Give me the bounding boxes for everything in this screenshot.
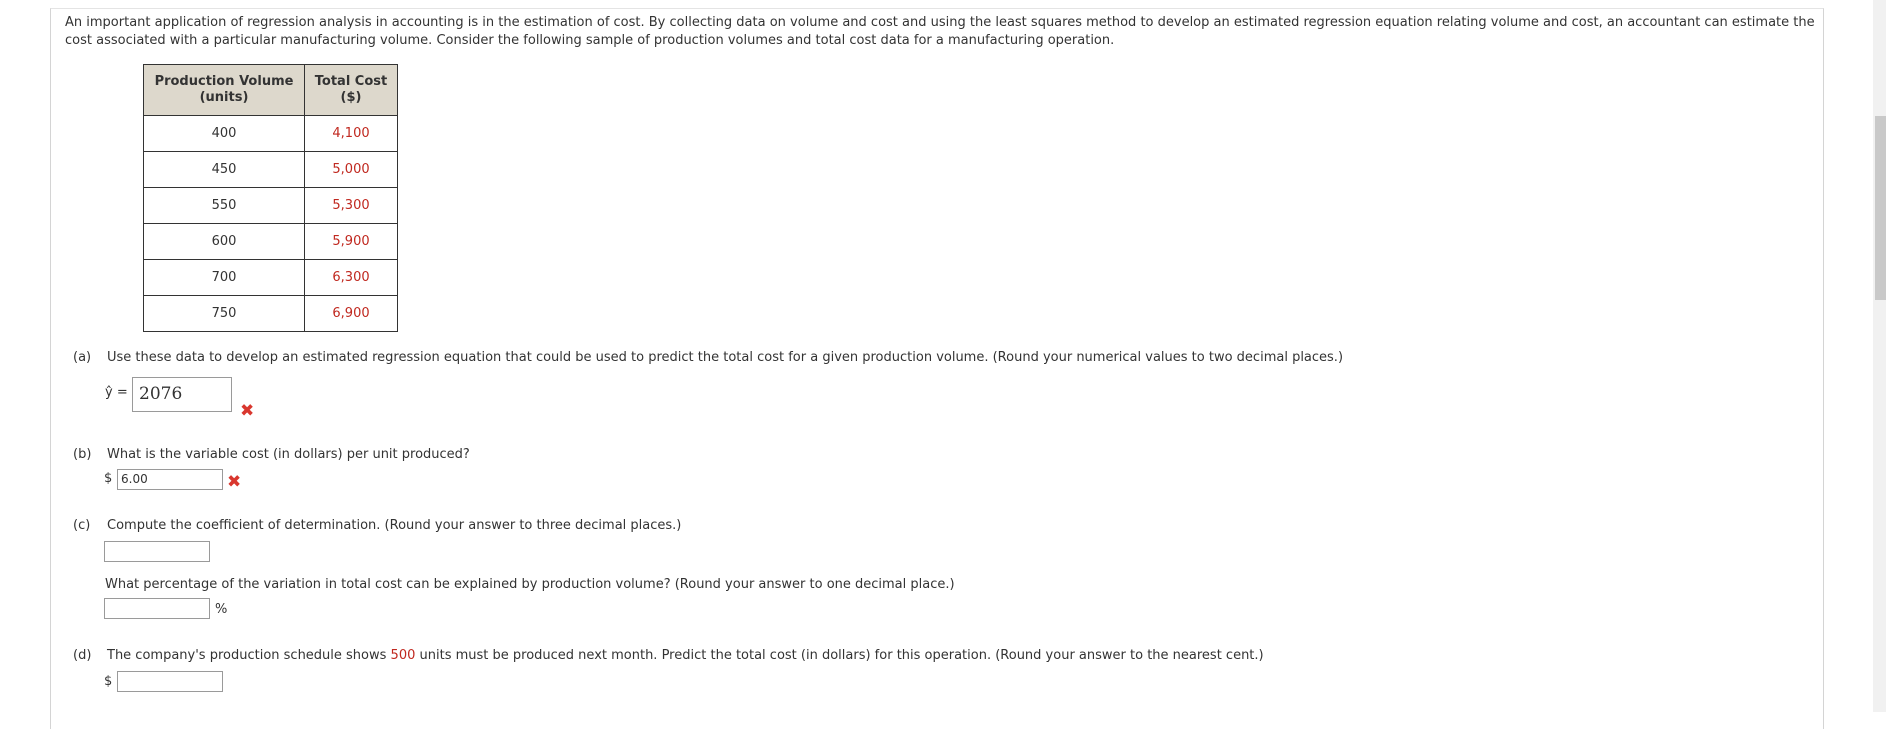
scrollbar-thumb[interactable] — [1875, 116, 1886, 300]
volume-cell: 700 — [144, 260, 305, 296]
y-hat-label: ŷ = — [105, 385, 128, 400]
cost-cell: 6,300 — [305, 260, 398, 296]
table-row — [144, 116, 398, 152]
coefficient-determination-input[interactable] — [104, 541, 210, 562]
volume-cell: 550 — [144, 188, 305, 224]
x-mark-icon: ✖ — [227, 472, 242, 492]
cost-cell: 5,900 — [305, 224, 398, 260]
percent-sign: % — [215, 602, 228, 617]
question-b-letter: (b) — [73, 447, 92, 462]
cost-cell: 5,300 — [305, 188, 398, 224]
data-table — [143, 64, 398, 332]
production-units-value: 500 — [390, 648, 416, 663]
question-d — [73, 648, 1264, 663]
dollar-sign-d: $ — [104, 674, 113, 689]
header-total-cost: Total Cost ($) — [305, 65, 398, 116]
question-c-letter: (c) — [73, 518, 91, 533]
cost-cell: 6,900 — [305, 296, 398, 332]
table-header-row — [144, 65, 398, 116]
x-mark-icon: ✖ — [240, 401, 255, 421]
table-row — [144, 296, 398, 332]
question-d-text-before: The company's production schedule shows — [107, 648, 387, 663]
volume-cell: 600 — [144, 224, 305, 260]
regression-equation-input[interactable]: 2076 — [132, 377, 232, 412]
question-d-letter: (d) — [73, 648, 92, 663]
question-a — [73, 350, 1343, 365]
table-row — [144, 152, 398, 188]
volume-cell: 750 — [144, 296, 305, 332]
problem-intro: An important application of regression analysis in accounting is in the estimation of cost. By collecting data on volume and cost and using the least squares method to develop an estimated regression equation relating volume and cost, an accountant can estimate the cost associated with a particular manufacturing volume. Consider the following sample of production volumes and total cost data for a manufacturing operation. — [65, 15, 1815, 48]
question-c — [73, 518, 681, 533]
volume-cell: 400 — [144, 116, 305, 152]
scrollbar-track[interactable] — [1873, 0, 1886, 712]
table-row — [144, 188, 398, 224]
dollar-sign-b: $ — [104, 471, 113, 486]
predicted-cost-input[interactable] — [117, 671, 223, 692]
cost-cell: 5,000 — [305, 152, 398, 188]
question-b — [73, 447, 470, 462]
table-row — [144, 224, 398, 260]
cost-cell: 4,100 — [305, 116, 398, 152]
question-c-text: Compute the coefficient of determination. (Round your answer to three decimal places.) — [107, 518, 682, 533]
question-a-text: Use these data to develop an estimated regression equation that could be used to predict the total cost for a given production volume. (Round your numerical values to two decimal places.) — [107, 350, 1344, 365]
question-d-text-after: units must be produced next month. Predict the total cost (in dollars) for this operation. (Round your answer to the nearest cent.) — [419, 648, 1264, 663]
volume-cell: 450 — [144, 152, 305, 188]
question-b-text: What is the variable cost (in dollars) per unit produced? — [107, 447, 470, 462]
percentage-variation-input[interactable] — [104, 598, 210, 619]
header-production-volume: Production Volume (units) — [144, 65, 305, 116]
table-row — [144, 260, 398, 296]
variable-cost-input[interactable]: 6.00 — [117, 469, 223, 490]
question-c-followup: What percentage of the variation in total cost can be explained by production volume? (Round your answer to one decimal place.) — [105, 577, 955, 592]
question-a-letter: (a) — [73, 350, 92, 365]
